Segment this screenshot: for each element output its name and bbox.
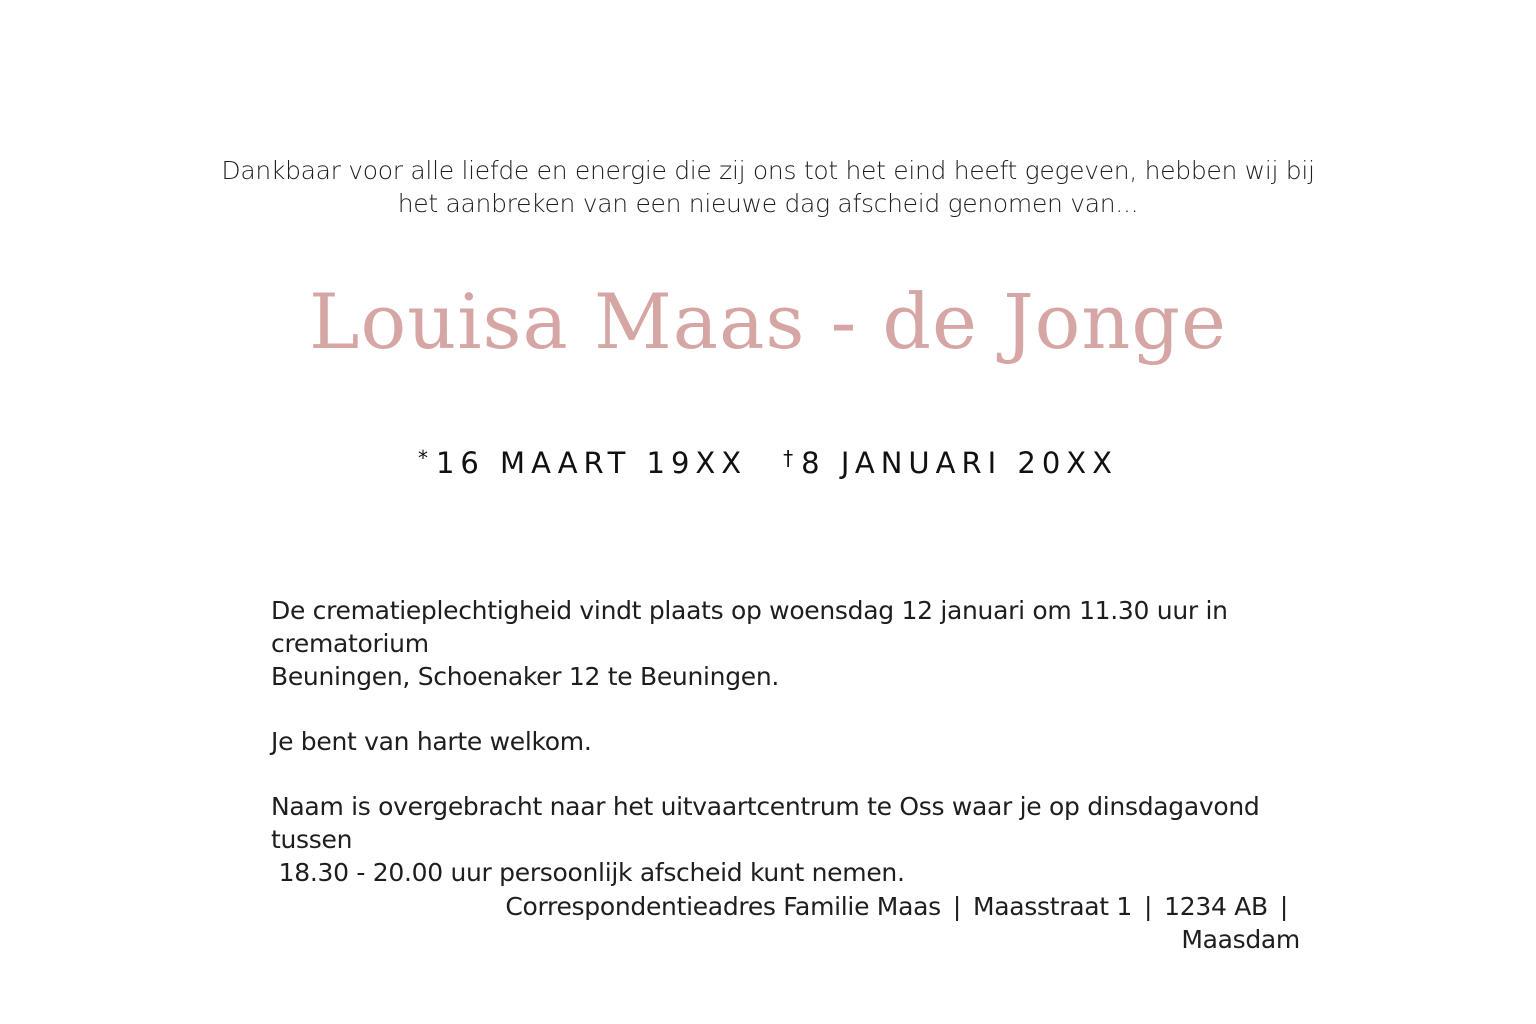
separator: | — [1144, 892, 1153, 921]
intro-line-1: Dankbaar voor alle liefde en energie die zij ons tot het eind heeft gegeven, hebben wij bij — [221, 156, 1315, 185]
death-date: 8 JANUARI 20XX — [801, 446, 1119, 480]
address-city: Maasdam — [1181, 925, 1300, 954]
address-street: Maasstraat 1 — [972, 892, 1133, 921]
separator: | — [952, 892, 961, 921]
visit-line-2: 18.30 - 20.00 uur persoonlijk afscheid kunt nemen. — [271, 858, 905, 887]
address-postcode: 1234 AB — [1164, 892, 1268, 921]
welcome-paragraph: Je bent van harte welkom. — [271, 727, 592, 756]
correspondence-address — [420, 890, 1300, 956]
announcement-body — [271, 594, 1311, 921]
ceremony-line-2: Beuningen, Schoenaker 12 te Beuningen. — [271, 662, 780, 691]
birth-symbol-icon: * — [417, 446, 428, 470]
death-symbol-icon: † — [783, 446, 794, 470]
visit-paragraph — [271, 790, 1311, 889]
ceremony-line-1: De crematieplechtigheid vindt plaats op woensdag 12 januari om 11.30 uur in crematorium — [271, 596, 1228, 658]
separator: | — [1279, 892, 1288, 921]
address-label: Correspondentieadres Familie Maas — [505, 892, 941, 921]
deceased-name: Louisa Maas - de Jonge — [309, 277, 1227, 366]
visit-line-1: Naam is overgebracht naar het uitvaartcentrum te Oss waar je op dinsdagavond tussen — [271, 792, 1260, 854]
intro-line-2: het aanbreken van een nieuwe dag afscheid genomen van... — [397, 189, 1139, 218]
life-dates — [0, 438, 1536, 483]
intro-text — [200, 154, 1336, 220]
ceremony-paragraph — [271, 594, 1311, 693]
birth-date: 16 MAART 19XX — [435, 446, 748, 480]
